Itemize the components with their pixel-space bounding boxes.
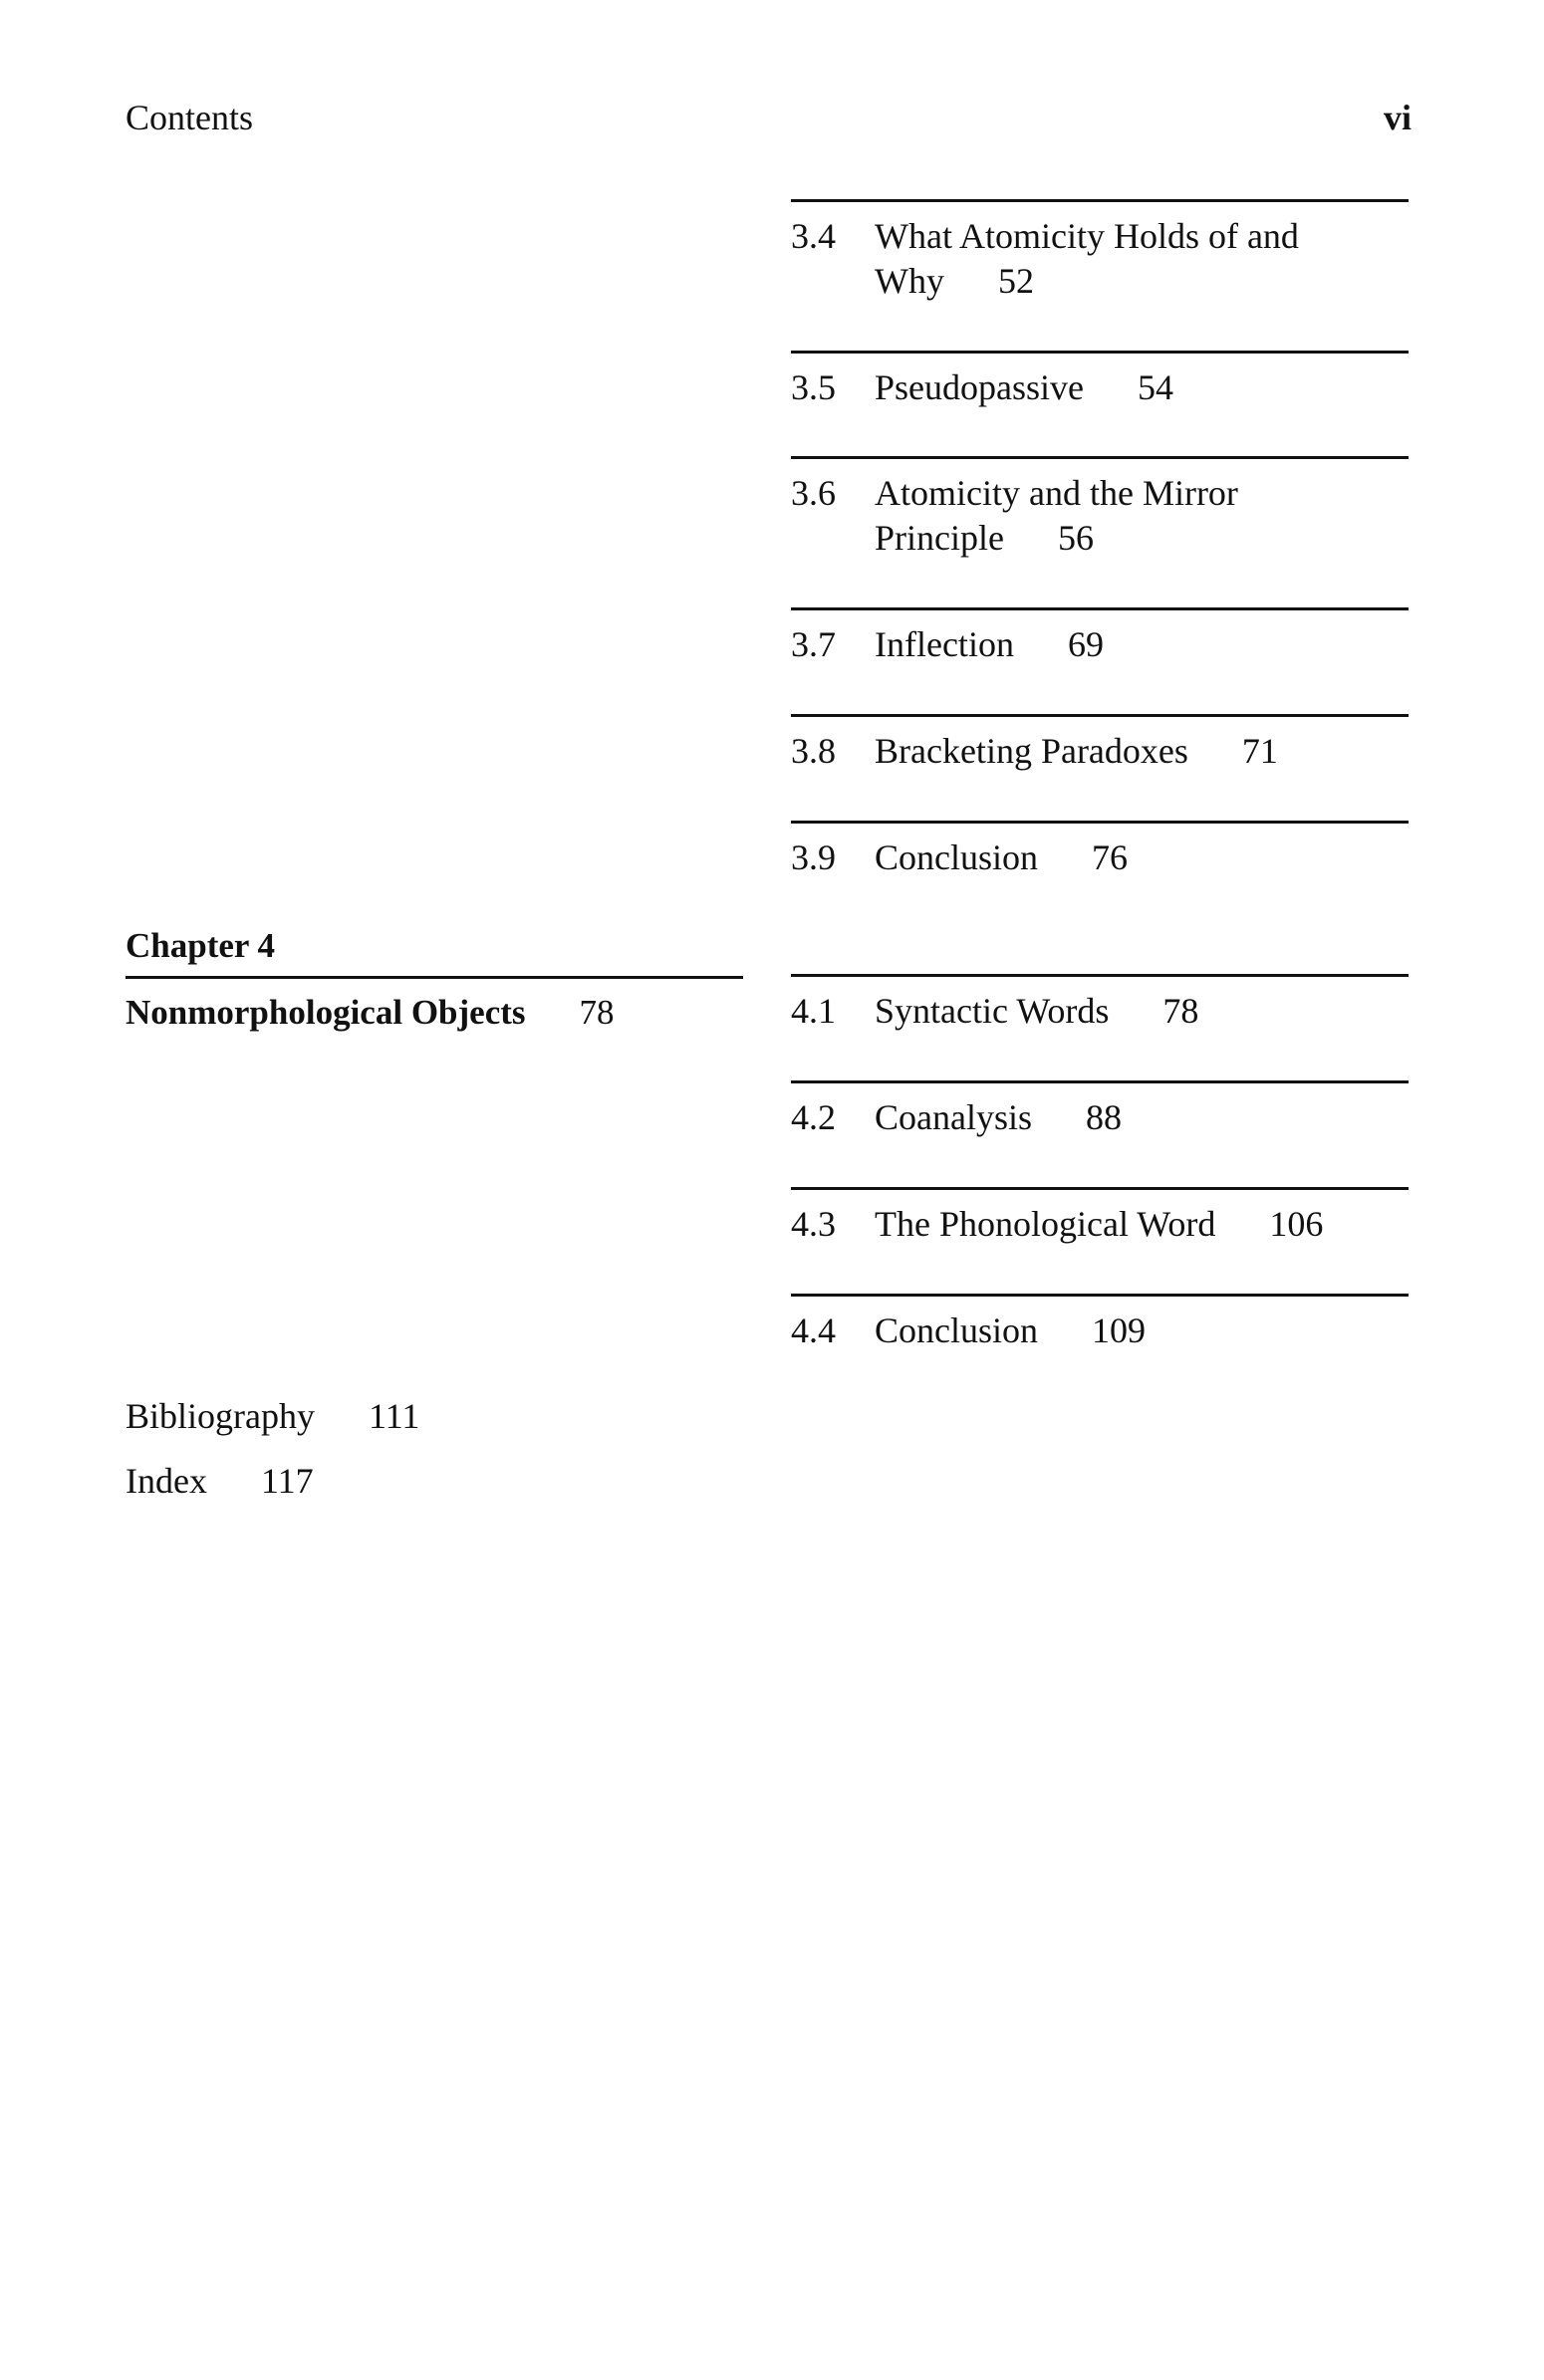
section-page: 106 (1269, 1204, 1324, 1244)
toc-entry-4-2[interactable] (791, 1080, 1409, 1140)
section-title: Atomicity and the Mirror Principle 56 (875, 473, 1238, 558)
section-title: Conclusion 76 (875, 837, 1129, 877)
chapter-label: Chapter 4 (126, 924, 743, 979)
page-number: vi (1383, 98, 1412, 137)
toc-entry-bibliography[interactable] (126, 1394, 419, 1438)
toc-entry-4-3[interactable] (791, 1187, 1409, 1247)
backmatter-title: Bibliography (126, 1396, 315, 1436)
section-title: Coanalysis 88 (875, 1097, 1122, 1137)
toc-entry-3-6[interactable] (791, 456, 1409, 561)
toc-entry-3-9[interactable] (791, 821, 1409, 880)
section-page: 54 (1138, 367, 1173, 407)
toc-entry-3-4[interactable] (791, 199, 1409, 304)
chapter-title: Nonmorphological Objects (126, 993, 526, 1032)
chapter-page: 78 (579, 993, 615, 1032)
section-number: 3.5 (791, 367, 836, 407)
backmatter-title: Index (126, 1461, 207, 1501)
section-number: 3.4 (791, 216, 836, 256)
section-number: 4.1 (791, 991, 836, 1031)
section-page: 88 (1086, 1097, 1122, 1137)
section-page: 71 (1241, 731, 1278, 771)
toc-entry-4-4[interactable] (791, 1294, 1409, 1353)
backmatter-page: 117 (260, 1461, 314, 1501)
section-title: The Phonological Word 106 (875, 1204, 1324, 1244)
backmatter-page: 111 (368, 1396, 420, 1436)
section-page: 109 (1092, 1310, 1147, 1350)
section-title: Pseudopassive 54 (875, 367, 1173, 407)
toc-entry-3-7[interactable] (791, 607, 1409, 667)
backmatter-list (126, 1394, 419, 1524)
section-page: 69 (1067, 624, 1104, 664)
section-page: 52 (997, 261, 1034, 301)
section-number: 3.8 (791, 731, 836, 771)
toc-entry-index[interactable] (126, 1459, 419, 1503)
toc-entry-3-8[interactable] (791, 714, 1409, 774)
section-number: 4.4 (791, 1310, 836, 1350)
section-number: 3.7 (791, 624, 836, 664)
section-title: Bracketing Paradoxes 71 (875, 731, 1278, 771)
section-page: 56 (1057, 518, 1094, 558)
section-title: Syntactic Words 78 (875, 991, 1199, 1031)
section-page: 78 (1162, 991, 1199, 1031)
section-page: 76 (1092, 837, 1129, 877)
section-number: 3.9 (791, 837, 836, 877)
toc-entry-4-1[interactable] (791, 974, 1409, 1034)
section-title: What Atomicity Holds of and Why 52 (875, 216, 1299, 301)
chapter-title-row (126, 979, 743, 1035)
section-number: 3.6 (791, 473, 836, 513)
section-number: 4.2 (791, 1097, 836, 1137)
running-title: Contents (126, 98, 254, 137)
section-title: Inflection 69 (875, 624, 1104, 664)
section-title: Conclusion 109 (875, 1310, 1147, 1350)
chapter-4-heading[interactable] (126, 924, 743, 1035)
toc-entry-3-5[interactable] (791, 351, 1409, 410)
section-number: 4.3 (791, 1204, 836, 1244)
